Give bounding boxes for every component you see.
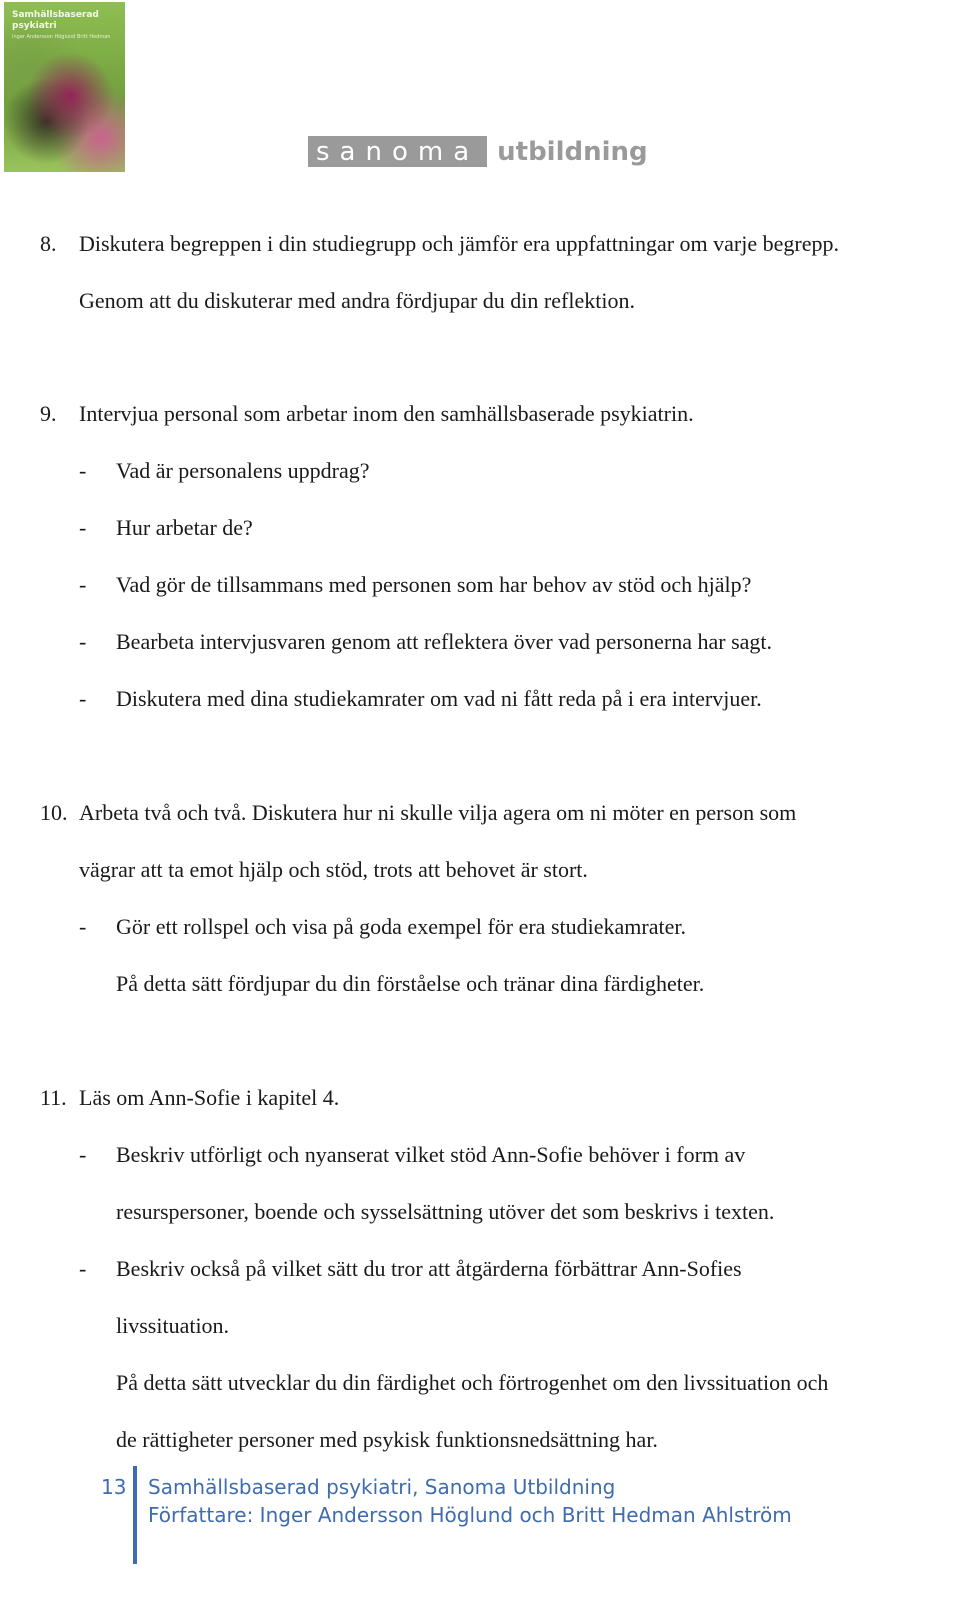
item-number: 10.: [40, 800, 68, 825]
item-text-line: Diskutera begreppen i din studiegrupp och jämför era uppfattningar om varje begrepp.: [79, 231, 839, 256]
item-text-line: Genom att du diskuterar med andra fördjupar du din reflektion.: [79, 288, 635, 313]
item-note: På detta sätt fördjupar du din förståelse och tränar dina färdigheter.: [116, 971, 705, 996]
page-number: 13: [101, 1475, 127, 1499]
item-text-line: Läs om Ann-Sofie i kapitel 4.: [79, 1085, 340, 1110]
publisher-logo-text: utbildning: [497, 136, 648, 167]
bullet-dash: -: [79, 629, 87, 654]
bullet-dash: -: [79, 1256, 87, 1281]
bullet-text: Beskriv också på vilket sätt du tror att åtgärderna förbättrar Ann-Sofies: [116, 1256, 742, 1281]
bullet-text: Beskriv utförligt och nyanserat vilket stöd Ann-Sofie behöver i form av: [116, 1142, 746, 1167]
publisher-logo-box: sanoma: [308, 136, 487, 167]
cover-subtitle: Inger Andersson Höglund Britt Hedman: [12, 34, 111, 40]
bullet-text: Diskutera med dina studiekamrater om vad ni fått reda på i era intervjuer.: [116, 686, 762, 711]
bullet-dash: -: [79, 914, 87, 939]
bullet-text-continuation: resurspersoner, boende och sysselsättning utöver det som beskrivs i texten.: [116, 1199, 775, 1224]
item-text-line: Intervjua personal som arbetar inom den samhällsbaserade psykiatrin.: [79, 401, 694, 426]
bullet-text: Vad gör de tillsammans med personen som har behov av stöd och hjälp?: [116, 572, 752, 597]
item-number: 9.: [40, 401, 57, 426]
bullet-text-continuation: livssituation.: [116, 1313, 230, 1338]
bullet-text: Gör ett rollspel och visa på goda exempel för era studiekamrater.: [116, 914, 686, 939]
item-text-line: vägrar att ta emot hjälp och stöd, trots att behovet är stort.: [79, 857, 588, 882]
cover-title: Samhällsbaserad psykiatri: [12, 10, 99, 31]
bullet-dash: -: [79, 515, 87, 540]
item-note: På detta sätt utvecklar du din färdighet och förtrogenhet om den livssituation och: [116, 1370, 829, 1395]
footer-book-title: Samhällsbaserad psykiatri, Sanoma Utbildning: [148, 1475, 616, 1499]
bullet-text: Vad är personalens uppdrag?: [116, 458, 370, 483]
book-cover-image: [4, 2, 125, 172]
bullet-text: Hur arbetar de?: [116, 515, 253, 540]
item-number: 8.: [40, 231, 57, 256]
bullet-text: Bearbeta intervjusvaren genom att reflektera över vad personerna har sagt.: [116, 629, 773, 654]
footer-authors: Författare: Inger Andersson Höglund och Britt Hedman Ahlström: [148, 1503, 792, 1527]
footer-divider: [133, 1466, 137, 1564]
bullet-dash: -: [79, 686, 87, 711]
bullet-dash: -: [79, 572, 87, 597]
item-text-line: Arbeta två och två. Diskutera hur ni skulle vilja agera om ni möter en person som: [79, 800, 797, 825]
bullet-dash: -: [79, 458, 87, 483]
item-number: 11.: [40, 1085, 67, 1110]
item-note: de rättigheter personer med psykisk funktionsnedsättning har.: [116, 1427, 658, 1452]
bullet-dash: -: [79, 1142, 87, 1167]
publisher-logo: [308, 136, 648, 167]
